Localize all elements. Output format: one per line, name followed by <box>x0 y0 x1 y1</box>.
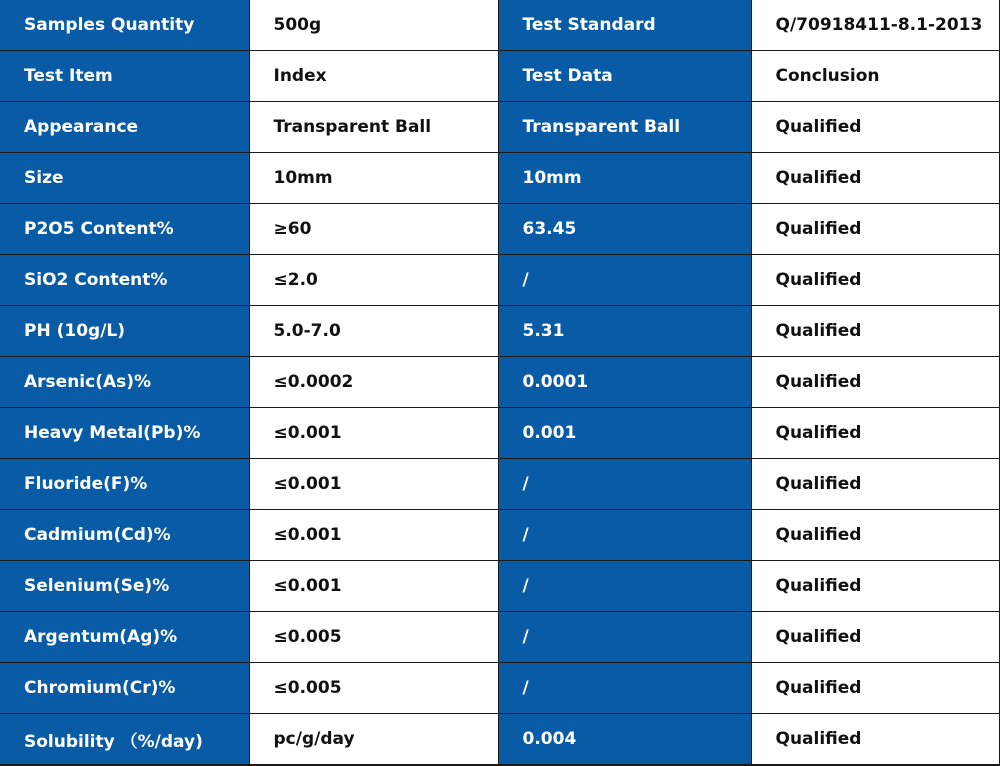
table-row <box>0 714 1000 766</box>
table-row <box>0 255 1000 306</box>
test-item-cell: Chromium(Cr)% <box>0 663 249 714</box>
samples-quantity-label: Samples Quantity <box>0 0 249 51</box>
conclusion-cell: Qualified <box>751 714 1000 766</box>
test-item-cell: Cadmium(Cd)% <box>0 510 249 561</box>
table-row <box>0 459 1000 510</box>
column-header-conclusion: Conclusion <box>751 51 1000 102</box>
table-row <box>0 510 1000 561</box>
table-row <box>0 408 1000 459</box>
column-header-test-data: Test Data <box>498 51 751 102</box>
index-cell: ≤0.0002 <box>249 357 498 408</box>
test-data-cell: / <box>498 510 751 561</box>
test-data-cell: / <box>498 255 751 306</box>
conclusion-cell: Qualified <box>751 459 1000 510</box>
table-header-row <box>0 51 1000 102</box>
table-row <box>0 357 1000 408</box>
test-item-cell: P2O5 Content% <box>0 204 249 255</box>
test-item-cell: Solubility （%/day) <box>0 714 249 766</box>
conclusion-cell: Qualified <box>751 561 1000 612</box>
test-data-cell: 63.45 <box>498 204 751 255</box>
column-header-test-item: Test Item <box>0 51 249 102</box>
test-item-cell: SiO2 Content% <box>0 255 249 306</box>
test-item-cell: Argentum(Ag)% <box>0 612 249 663</box>
index-cell: ≥60 <box>249 204 498 255</box>
test-data-cell: 10mm <box>498 153 751 204</box>
table-row <box>0 306 1000 357</box>
test-data-cell: 0.004 <box>498 714 751 766</box>
conclusion-cell: Qualified <box>751 153 1000 204</box>
test-data-cell: Transparent Ball <box>498 102 751 153</box>
test-data-cell: / <box>498 459 751 510</box>
index-cell: pc/g/day <box>249 714 498 766</box>
index-cell: ≤0.001 <box>249 459 498 510</box>
index-cell: ≤0.001 <box>249 561 498 612</box>
test-data-cell: 0.001 <box>498 408 751 459</box>
index-cell: ≤0.001 <box>249 510 498 561</box>
conclusion-cell: Qualified <box>751 357 1000 408</box>
table-row <box>0 204 1000 255</box>
conclusion-cell: Qualified <box>751 306 1000 357</box>
conclusion-cell: Qualified <box>751 663 1000 714</box>
column-header-index: Index <box>249 51 498 102</box>
conclusion-cell: Qualified <box>751 408 1000 459</box>
test-item-cell: Fluoride(F)% <box>0 459 249 510</box>
table-row <box>0 102 1000 153</box>
test-item-cell: Heavy Metal(Pb)% <box>0 408 249 459</box>
conclusion-cell: Qualified <box>751 255 1000 306</box>
test-item-cell: Arsenic(As)% <box>0 357 249 408</box>
index-cell: Transparent Ball <box>249 102 498 153</box>
index-cell: 10mm <box>249 153 498 204</box>
test-item-cell: Appearance <box>0 102 249 153</box>
conclusion-cell: Qualified <box>751 204 1000 255</box>
test-standard-label: Test Standard <box>498 0 751 51</box>
samples-quantity-value: 500g <box>249 0 498 51</box>
test-standard-value: Q/70918411-8.1-2013 <box>751 0 1000 51</box>
index-cell: 5.0-7.0 <box>249 306 498 357</box>
test-item-cell: PH (10g/L) <box>0 306 249 357</box>
table-row <box>0 561 1000 612</box>
table-row <box>0 612 1000 663</box>
conclusion-cell: Qualified <box>751 612 1000 663</box>
test-item-cell: Selenium(Se)% <box>0 561 249 612</box>
test-data-cell: 5.31 <box>498 306 751 357</box>
test-item-cell: Size <box>0 153 249 204</box>
index-cell: ≤0.001 <box>249 408 498 459</box>
table-row-samples <box>0 0 1000 51</box>
index-cell: ≤0.005 <box>249 612 498 663</box>
index-cell: ≤0.005 <box>249 663 498 714</box>
conclusion-cell: Qualified <box>751 102 1000 153</box>
conclusion-cell: Qualified <box>751 510 1000 561</box>
table-row <box>0 663 1000 714</box>
test-data-cell: / <box>498 612 751 663</box>
test-data-cell: / <box>498 663 751 714</box>
test-data-cell: 0.0001 <box>498 357 751 408</box>
test-data-cell: / <box>498 561 751 612</box>
index-cell: ≤2.0 <box>249 255 498 306</box>
table-row <box>0 153 1000 204</box>
